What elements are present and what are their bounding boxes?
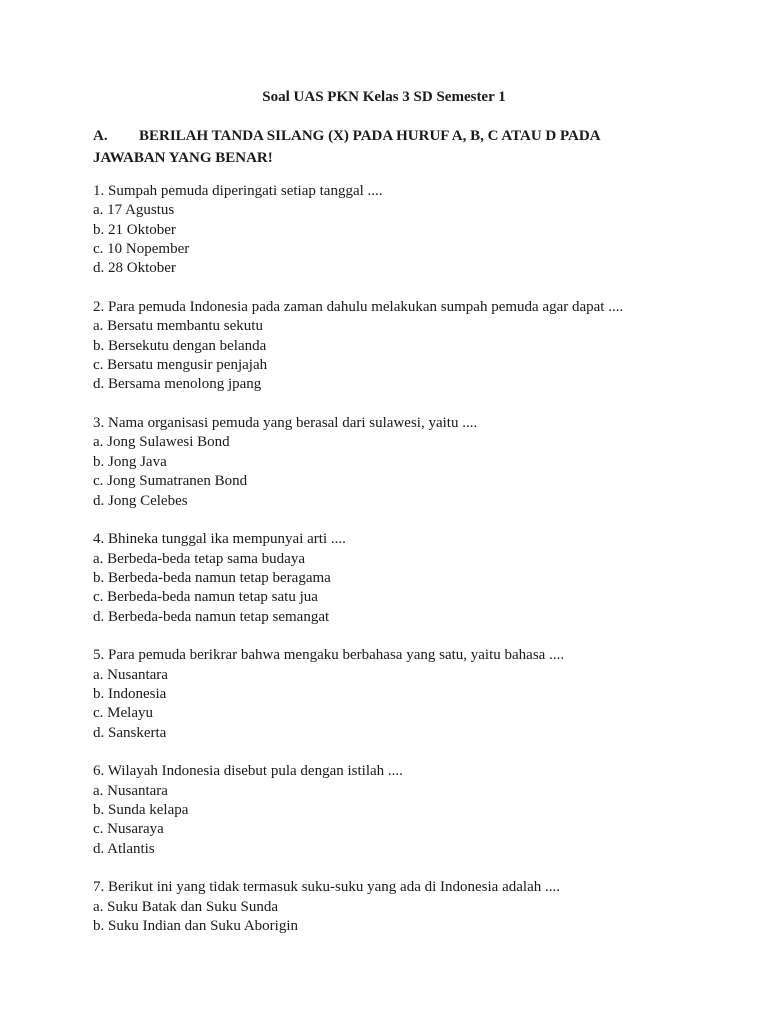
answer-option-b: b. 21 Oktober [93,221,176,238]
question-text: 4. Bhineka tunggal ika mempunyai arti .... [93,531,346,548]
answer-option-a: a. Berbeda-beda tetap sama budaya [93,550,305,567]
section-label: A. [93,128,108,144]
question-3 [93,414,733,511]
answer-option-b: b. Indonesia [93,685,167,702]
question-text: 1. Sumpah pemuda diperingati setiap tanggal .... [93,183,383,199]
answer-option-a: a. Suku Batak dan Suku Sunda [93,898,278,915]
answer-option-a: a. Nusantara [93,666,168,683]
answer-option-b: b. Suku Indian dan Suku Aborigin [93,918,298,935]
answer-option-d: d. Berbeda-beda namun tetap semangat [93,608,330,625]
question-7 [93,878,733,936]
answer-option-d: d. Sanskerta [93,724,167,741]
answer-option-c: c. Berbeda-beda namun tetap satu jua [93,589,318,606]
question-text: 5. Para pemuda berikrar bahwa mengaku berbahasa yang satu, yaitu bahasa .... [93,647,565,664]
question-list [93,182,733,956]
answer-option-c: c. Bersatu mengusir penjajah [93,357,268,374]
answer-option-b: b. Berbeda-beda namun tetap beragama [93,569,331,586]
question-text: 2. Para pemuda Indonesia pada zaman dahulu melakukan sumpah pemuda agar dapat .... [93,299,624,316]
page-title: Soal UAS PKN Kelas 3 SD Semester 1 [262,89,506,105]
instruction-line-1 [93,125,693,147]
question-4 [93,530,733,627]
answer-option-b: b. Sunda kelapa [93,802,189,818]
answer-option-c: c. Melayu [93,705,153,722]
question-1 [93,182,733,279]
question-text: 6. Wilayah Indonesia disebut pula dengan istilah .... [93,763,403,780]
answer-option-a: a. Jong Sulawesi Bond [93,434,230,451]
answer-option-d: d. 28 Oktober [93,260,176,277]
answer-option-b: b. Jong Java [93,453,167,470]
answer-option-a: a. Nusantara [93,782,168,799]
question-text: 3. Nama organisasi pemuda yang berasal dari sulawesi, yaitu .... [93,415,478,432]
answer-option-c: c. Nusaraya [93,821,164,838]
question-5 [93,646,733,743]
answer-option-c: c. Jong Sumatranen Bond [93,473,248,490]
answer-option-a: a. 17 Agustus [93,202,175,219]
answer-option-d: d. Atlantis [93,840,155,857]
instruction-text-1: BERILAH TANDA SILANG (X) PADA HURUF A, B, C ATAU D PADA [139,128,601,144]
section-instruction [93,125,693,169]
question-6 [93,762,733,859]
question-2 [93,298,733,395]
answer-option-d: d. Jong Celebes [93,492,188,509]
answer-option-a: a. Bersatu membantu sekutu [93,318,263,335]
answer-option-b: b. Bersekutu dengan belanda [93,337,267,354]
answer-option-c: c. 10 Nopember [93,241,190,258]
instruction-line-2: JAWABAN YANG BENAR! [93,150,273,166]
answer-option-d: d. Bersama menolong jpang [93,376,262,393]
question-text: 7. Berikut ini yang tidak termasuk suku-suku yang ada di Indonesia adalah .... [93,879,560,896]
